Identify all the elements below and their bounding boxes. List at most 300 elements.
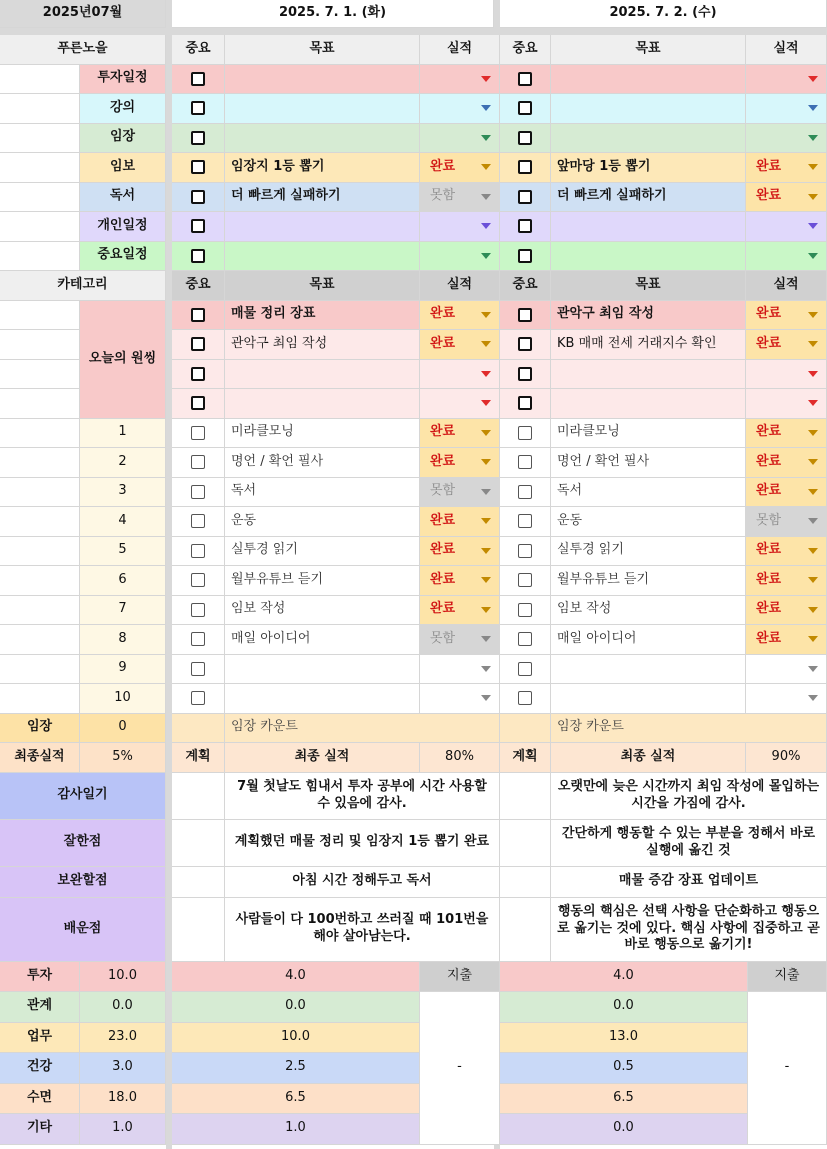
reflection-improve[interactable] — [551, 867, 827, 898]
header-goal-text: 목표 — [309, 276, 335, 292]
goal-input[interactable] — [225, 242, 420, 272]
reflection-gratitude-text: 7월 첫날도 힘내서 투자 공부에 시간 사용할 수 있음에 감사. — [237, 778, 487, 811]
routine-goal[interactable] — [551, 684, 746, 714]
chevron-down-icon[interactable] — [481, 312, 491, 318]
routine-goal[interactable] — [551, 655, 746, 685]
status-dropdown[interactable] — [420, 212, 500, 242]
status-value: 완료 — [756, 306, 782, 322]
status-value: 완료 — [430, 335, 456, 351]
routine-goal-text: 매일 아이디어 — [557, 630, 637, 646]
routine-goal[interactable] — [225, 655, 420, 685]
status-dropdown[interactable] — [746, 478, 827, 508]
reflection-label-text: 잘한점 — [63, 834, 102, 850]
checkbox-box-icon[interactable] — [518, 662, 532, 676]
category-name-text: 건강 — [26, 1059, 53, 1075]
category-total-text: 23.0 — [108, 1028, 137, 1044]
checkbox-box-icon[interactable] — [518, 573, 532, 587]
important-checkbox[interactable] — [500, 94, 551, 124]
important-checkbox[interactable] — [172, 360, 225, 390]
chevron-down-icon[interactable] — [481, 371, 491, 377]
routine-checkbox[interactable] — [500, 655, 551, 685]
blank-cell — [0, 65, 80, 95]
chevron-down-icon[interactable] — [481, 223, 491, 229]
header-result — [420, 271, 500, 301]
chevron-down-icon[interactable] — [808, 341, 818, 347]
status-value: 완료 — [756, 453, 782, 469]
plan-label — [172, 743, 225, 773]
routine-checkbox[interactable] — [172, 655, 225, 685]
goal-input[interactable] — [551, 124, 746, 154]
routine-goal[interactable] — [551, 478, 746, 508]
routine-goal-text: 독서 — [557, 483, 583, 499]
important-checkbox[interactable] — [500, 65, 551, 95]
important-checkbox[interactable] — [500, 212, 551, 242]
one-thing-goal[interactable] — [225, 330, 420, 360]
checkbox-box-icon[interactable] — [518, 603, 532, 617]
status-dropdown[interactable] — [746, 537, 827, 567]
chevron-down-icon[interactable] — [481, 105, 491, 111]
chevron-down-icon[interactable] — [481, 164, 491, 170]
important-checkbox[interactable] — [172, 330, 225, 360]
status-dropdown[interactable] — [746, 330, 827, 360]
goal-input[interactable] — [225, 65, 420, 95]
goal-input[interactable] — [225, 94, 420, 124]
important-checkbox[interactable] — [500, 124, 551, 154]
status-dropdown[interactable] — [420, 448, 500, 478]
routine-goal-text: 월부유튜브 듣기 — [231, 571, 324, 587]
chevron-down-icon[interactable] — [808, 430, 818, 436]
routine-checkbox[interactable] — [172, 596, 225, 626]
goal-input[interactable] — [225, 212, 420, 242]
routine-checkbox[interactable] — [500, 419, 551, 449]
checkbox-box-icon[interactable] — [191, 72, 205, 86]
chevron-down-icon[interactable] — [481, 489, 491, 495]
blank-cell — [500, 867, 551, 898]
header-important — [172, 35, 225, 65]
status-dropdown[interactable] — [746, 65, 827, 95]
one-thing-goal[interactable] — [225, 360, 420, 390]
routine-checkbox[interactable] — [500, 596, 551, 626]
important-checkbox[interactable] — [500, 242, 551, 272]
routine-goal-text: 임보 작성 — [557, 601, 612, 617]
status-dropdown[interactable] — [420, 301, 500, 331]
routine-checkbox[interactable] — [172, 448, 225, 478]
chevron-down-icon[interactable] — [481, 666, 491, 672]
checkbox-box-icon[interactable] — [518, 396, 532, 410]
chevron-down-icon[interactable] — [808, 253, 818, 259]
hours-value — [172, 1084, 420, 1115]
checkbox-box-icon[interactable] — [191, 573, 205, 587]
chevron-down-icon[interactable] — [808, 105, 818, 111]
routine-number — [80, 625, 166, 655]
goal-input[interactable] — [551, 212, 746, 242]
one-thing-goal-text: 관악구 최임 작성 — [557, 306, 654, 322]
important-checkbox[interactable] — [172, 65, 225, 95]
header-goal — [225, 271, 420, 301]
chevron-down-icon[interactable] — [808, 194, 818, 200]
final-value-text: 5% — [112, 748, 133, 764]
checkbox-box-icon[interactable] — [518, 426, 532, 440]
chevron-down-icon[interactable] — [481, 607, 491, 613]
chevron-down-icon[interactable] — [808, 223, 818, 229]
chevron-down-icon[interactable] — [808, 518, 818, 524]
checkbox-box-icon[interactable] — [191, 337, 205, 351]
checkbox-box-icon[interactable] — [518, 72, 532, 86]
checkbox-box-icon[interactable] — [518, 632, 532, 646]
status-value: 완료 — [430, 512, 456, 528]
important-checkbox[interactable] — [172, 242, 225, 272]
blank-cell — [500, 714, 551, 744]
status-value: 못함 — [430, 630, 456, 646]
checkbox-box-icon[interactable] — [518, 131, 532, 145]
important-checkbox[interactable] — [172, 183, 225, 213]
final-result-label — [225, 743, 420, 773]
reflection-improve[interactable] — [225, 867, 500, 898]
routine-goal-text: 임보 작성 — [231, 601, 286, 617]
chevron-down-icon[interactable] — [808, 76, 818, 82]
routine-goal[interactable] — [551, 448, 746, 478]
routine-goal[interactable] — [225, 537, 420, 567]
checkbox-box-icon[interactable] — [518, 219, 532, 233]
routine-checkbox[interactable] — [500, 684, 551, 714]
expense-value[interactable] — [748, 992, 827, 1145]
status-value: 못함 — [430, 483, 456, 499]
header-goal-text: 목표 — [635, 276, 661, 292]
status-dropdown[interactable] — [420, 684, 500, 714]
important-checkbox[interactable] — [500, 389, 551, 419]
routine-goal-text: 실투경 읽기 — [557, 542, 624, 558]
routine-goal[interactable] — [225, 596, 420, 626]
status-dropdown[interactable] — [746, 389, 827, 419]
category-total-text: 0.0 — [112, 998, 133, 1014]
one-thing-goal[interactable] — [225, 389, 420, 419]
reflection-good[interactable] — [225, 820, 500, 867]
routine-goal[interactable] — [551, 507, 746, 537]
checkbox-box-icon[interactable] — [518, 455, 532, 469]
reflection-gratitude[interactable] — [225, 773, 500, 820]
checkbox-box-icon[interactable] — [191, 691, 205, 705]
routine-checkbox[interactable] — [172, 478, 225, 508]
checkbox-box-icon[interactable] — [191, 544, 205, 558]
chevron-down-icon[interactable] — [808, 312, 818, 318]
chevron-down-icon[interactable] — [808, 164, 818, 170]
important-checkbox[interactable] — [172, 301, 225, 331]
blank-cell — [0, 596, 80, 626]
routine-goal[interactable] — [225, 507, 420, 537]
goal-input[interactable] — [551, 183, 746, 213]
status-dropdown[interactable] — [420, 183, 500, 213]
status-value: 완료 — [756, 483, 782, 499]
status-dropdown[interactable] — [746, 625, 827, 655]
checkbox-box-icon[interactable] — [191, 131, 205, 145]
status-value: 완료 — [430, 571, 456, 587]
header-important-text: 중요 — [512, 40, 538, 56]
reflection-improve-text: 아침 시간 정해두고 독서 — [292, 873, 432, 889]
blank-cell — [0, 330, 80, 360]
status-dropdown[interactable] — [746, 684, 827, 714]
checkbox-box-icon[interactable] — [191, 396, 205, 410]
chevron-down-icon[interactable] — [481, 253, 491, 259]
status-dropdown[interactable] — [746, 212, 827, 242]
chevron-down-icon[interactable] — [481, 430, 491, 436]
hours-value — [500, 962, 748, 993]
blank-cell — [172, 773, 225, 820]
status-dropdown[interactable] — [746, 655, 827, 685]
expense-value-text: - — [784, 1059, 790, 1075]
imjang-value — [80, 714, 166, 744]
routine-goal-text: 매일 아이디어 — [231, 630, 311, 646]
routine-checkbox[interactable] — [500, 625, 551, 655]
category-name-text: 수면 — [26, 1089, 53, 1105]
routine-checkbox[interactable] — [172, 566, 225, 596]
routine-goal[interactable] — [551, 537, 746, 567]
chevron-down-icon[interactable] — [808, 695, 818, 701]
reflection-label-text: 감사일기 — [57, 787, 108, 803]
routine-number-text: 6 — [118, 571, 127, 587]
checkbox-box-icon[interactable] — [518, 485, 532, 499]
routine-checkbox[interactable] — [500, 566, 551, 596]
checkbox-box-icon[interactable] — [191, 219, 205, 233]
reflection-learned[interactable] — [551, 898, 827, 962]
chevron-down-icon[interactable] — [481, 76, 491, 82]
blank-cell — [0, 183, 80, 213]
header-important — [500, 35, 551, 65]
important-checkbox[interactable] — [500, 183, 551, 213]
checkbox-box-icon[interactable] — [518, 308, 532, 322]
checkbox-box-icon[interactable] — [191, 190, 205, 204]
important-checkbox[interactable] — [172, 94, 225, 124]
checkbox-box-icon[interactable] — [518, 337, 532, 351]
status-dropdown[interactable] — [746, 153, 827, 183]
checkbox-box-icon[interactable] — [191, 160, 205, 174]
routine-checkbox[interactable] — [172, 537, 225, 567]
status-dropdown[interactable] — [746, 596, 827, 626]
category-name — [0, 962, 80, 993]
one-thing-goal[interactable] — [551, 301, 746, 331]
routine-goal-text: 실투경 읽기 — [231, 542, 298, 558]
status-dropdown[interactable] — [746, 419, 827, 449]
status-dropdown[interactable] — [420, 478, 500, 508]
chevron-down-icon[interactable] — [481, 548, 491, 554]
routine-goal[interactable] — [551, 596, 746, 626]
checkbox-box-icon[interactable] — [518, 367, 532, 381]
routine-number — [80, 448, 166, 478]
chevron-down-icon[interactable] — [808, 135, 818, 141]
chevron-down-icon[interactable] — [481, 577, 491, 583]
routine-checkbox[interactable] — [172, 625, 225, 655]
chevron-down-icon[interactable] — [481, 194, 491, 200]
category-label — [80, 65, 166, 95]
checkbox-box-icon[interactable] — [518, 514, 532, 528]
routine-goal-text: 명언 / 확언 필사 — [557, 453, 650, 469]
important-checkbox[interactable] — [172, 389, 225, 419]
routine-goal[interactable] — [225, 419, 420, 449]
checkbox-box-icon[interactable] — [518, 691, 532, 705]
chevron-down-icon[interactable] — [481, 400, 491, 406]
chevron-down-icon[interactable] — [481, 695, 491, 701]
status-dropdown[interactable] — [746, 507, 827, 537]
goal-input[interactable] — [551, 65, 746, 95]
chevron-down-icon[interactable] — [808, 371, 818, 377]
important-checkbox[interactable] — [500, 301, 551, 331]
one-thing-label-text: 오늘의 원씽 — [88, 350, 157, 366]
status-dropdown[interactable] — [420, 419, 500, 449]
blank-cell — [0, 360, 80, 390]
checkbox-box-icon[interactable] — [518, 160, 532, 174]
header-result-text: 실적 — [773, 276, 799, 292]
important-checkbox[interactable] — [500, 360, 551, 390]
important-checkbox[interactable] — [172, 124, 225, 154]
expense-value[interactable] — [420, 992, 500, 1145]
routine-goal[interactable] — [225, 625, 420, 655]
status-value: 완료 — [756, 630, 782, 646]
goal-input[interactable] — [551, 153, 746, 183]
chevron-down-icon[interactable] — [808, 577, 818, 583]
one-thing-goal[interactable] — [225, 301, 420, 331]
goal-input[interactable] — [225, 183, 420, 213]
status-dropdown[interactable] — [420, 596, 500, 626]
one-thing-goal[interactable] — [551, 360, 746, 390]
checkbox-box-icon[interactable] — [518, 249, 532, 263]
routine-goal[interactable] — [225, 566, 420, 596]
status-dropdown[interactable] — [420, 507, 500, 537]
category-total — [80, 1053, 166, 1084]
status-dropdown[interactable] — [746, 301, 827, 331]
chevron-down-icon[interactable] — [481, 459, 491, 465]
blank-cell — [0, 242, 80, 272]
status-dropdown[interactable] — [420, 360, 500, 390]
plan-label-text: 계획 — [185, 748, 211, 764]
status-dropdown[interactable] — [746, 360, 827, 390]
status-dropdown[interactable] — [420, 537, 500, 567]
hours-value-text: 10.0 — [281, 1028, 310, 1044]
checkbox-box-icon[interactable] — [191, 249, 205, 263]
chevron-down-icon[interactable] — [481, 518, 491, 524]
routine-goal[interactable] — [225, 478, 420, 508]
category-name — [0, 992, 80, 1023]
section-label-blue — [0, 35, 166, 65]
header-result-text: 실적 — [773, 40, 799, 56]
routine-checkbox[interactable] — [500, 507, 551, 537]
status-dropdown[interactable] — [420, 330, 500, 360]
chevron-down-icon[interactable] — [481, 341, 491, 347]
reflection-gratitude[interactable] — [551, 773, 827, 820]
routine-checkbox[interactable] — [500, 478, 551, 508]
checkbox-box-icon[interactable] — [191, 367, 205, 381]
reflection-learned[interactable] — [225, 898, 500, 962]
chevron-down-icon[interactable] — [808, 400, 818, 406]
checkbox-box-icon[interactable] — [191, 426, 205, 440]
chevron-down-icon[interactable] — [808, 607, 818, 613]
checkbox-box-icon[interactable] — [518, 101, 532, 115]
header-result-text: 실적 — [446, 40, 473, 56]
status-dropdown[interactable] — [746, 566, 827, 596]
blank-cell — [0, 566, 80, 596]
checkbox-box-icon[interactable] — [191, 101, 205, 115]
routine-checkbox[interactable] — [500, 448, 551, 478]
final-result-label-text: 최종 실적 — [294, 748, 350, 764]
final-label — [0, 743, 80, 773]
status-dropdown[interactable] — [746, 448, 827, 478]
checkbox-box-icon[interactable] — [191, 632, 205, 646]
goal-input[interactable] — [551, 94, 746, 124]
goal-input-text: 더 빠르게 실패하기 — [557, 188, 667, 204]
checkbox-box-icon[interactable] — [191, 514, 205, 528]
header-important — [500, 271, 551, 301]
status-dropdown[interactable] — [420, 65, 500, 95]
status-dropdown[interactable] — [420, 153, 500, 183]
status-dropdown[interactable] — [746, 94, 827, 124]
important-checkbox[interactable] — [500, 330, 551, 360]
reflection-good[interactable] — [551, 820, 827, 867]
chevron-down-icon[interactable] — [808, 489, 818, 495]
category-name-text: 관계 — [26, 998, 53, 1014]
routine-checkbox[interactable] — [172, 419, 225, 449]
routine-goal[interactable] — [225, 448, 420, 478]
one-thing-goal[interactable] — [551, 389, 746, 419]
routine-checkbox[interactable] — [500, 537, 551, 567]
status-value: 완료 — [430, 601, 456, 617]
important-checkbox[interactable] — [172, 212, 225, 242]
checkbox-box-icon[interactable] — [191, 455, 205, 469]
checkbox-box-icon[interactable] — [191, 603, 205, 617]
hours-value — [500, 1084, 748, 1115]
chevron-down-icon[interactable] — [481, 636, 491, 642]
routine-goal[interactable] — [551, 419, 746, 449]
status-dropdown[interactable] — [420, 566, 500, 596]
routine-goal[interactable] — [225, 684, 420, 714]
category-label — [80, 94, 166, 124]
routine-goal[interactable] — [551, 625, 746, 655]
status-dropdown[interactable] — [746, 183, 827, 213]
chevron-down-icon[interactable] — [808, 636, 818, 642]
status-dropdown[interactable] — [420, 389, 500, 419]
goal-input[interactable] — [225, 124, 420, 154]
date-day2-text: 2025. 7. 2. (수) — [609, 5, 717, 21]
checkbox-box-icon[interactable] — [518, 190, 532, 204]
routine-checkbox[interactable] — [172, 684, 225, 714]
status-dropdown[interactable] — [746, 242, 827, 272]
goal-input[interactable] — [225, 153, 420, 183]
routine-checkbox[interactable] — [172, 507, 225, 537]
chevron-down-icon[interactable] — [808, 548, 818, 554]
chevron-down-icon[interactable] — [481, 135, 491, 141]
checkbox-box-icon[interactable] — [518, 544, 532, 558]
status-dropdown[interactable] — [746, 124, 827, 154]
checkbox-box-icon[interactable] — [191, 308, 205, 322]
important-checkbox[interactable] — [500, 153, 551, 183]
status-dropdown[interactable] — [420, 625, 500, 655]
category-total-text: 10.0 — [108, 967, 137, 983]
routine-number — [80, 655, 166, 685]
status-dropdown[interactable] — [420, 655, 500, 685]
checkbox-box-icon[interactable] — [191, 662, 205, 676]
goal-input[interactable] — [551, 242, 746, 272]
checkbox-box-icon[interactable] — [191, 485, 205, 499]
status-dropdown[interactable] — [420, 94, 500, 124]
blank-cell — [0, 389, 80, 419]
status-dropdown[interactable] — [420, 242, 500, 272]
routine-goal[interactable] — [551, 566, 746, 596]
status-dropdown[interactable] — [420, 124, 500, 154]
goal-input-text: 더 빠르게 실패하기 — [231, 188, 341, 204]
chevron-down-icon[interactable] — [808, 666, 818, 672]
important-checkbox[interactable] — [172, 153, 225, 183]
chevron-down-icon[interactable] — [808, 459, 818, 465]
one-thing-goal[interactable] — [551, 330, 746, 360]
reflection-label — [0, 867, 166, 898]
category-total-text: 1.0 — [112, 1120, 133, 1136]
